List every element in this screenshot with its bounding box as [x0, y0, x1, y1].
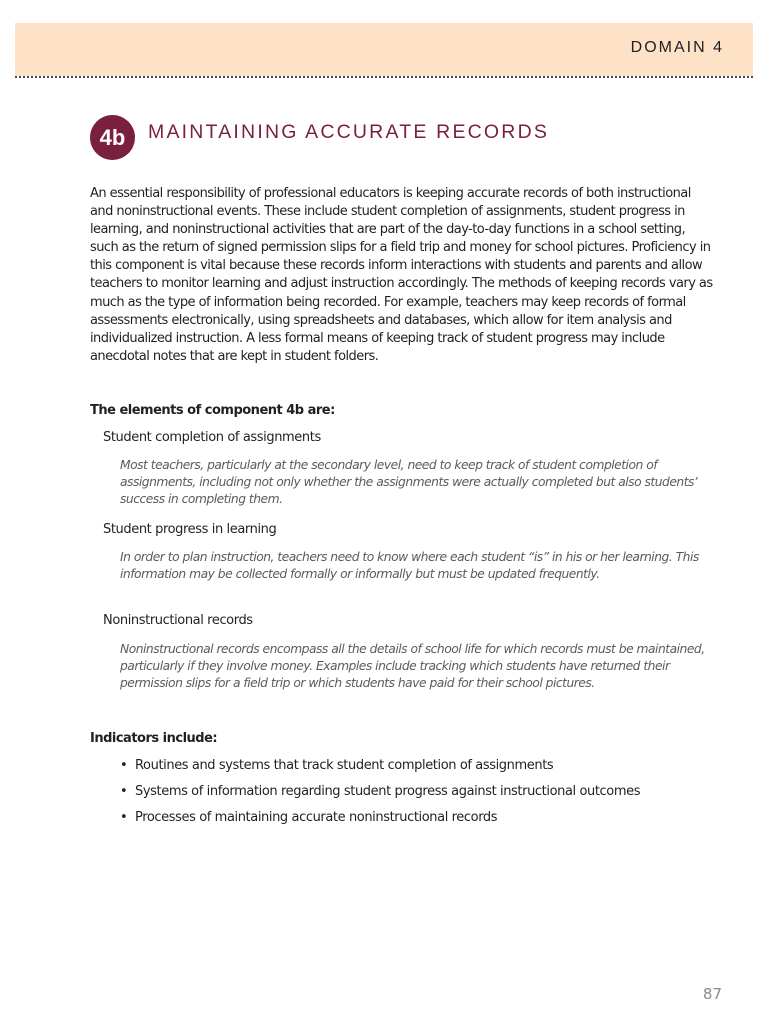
intro-paragraph: An essential responsibility of professional educators is keeping accurate records of both instructional and noninstructional events. These include student completion of assignments, student progress in learning, and noninstructional activities that are part of the day-to-day functions in a school setting, such as the return of signed permission slips for a field trip and money for school pictures. Proficiency in this component is vital because these records inform interactions with students and parents and allow teachers to monitor learning and adjust instruction accordingly. The methods of keeping records vary as much as the type of information being recorded. For example, teachers may keep records of formal assessments electronically, using spreadsheets and databases, which allow for item analysis and individualized instruction. A less formal means of keeping track of student progress may include anecdotal notes that are kept in student folders.: [90, 186, 713, 364]
header-dotted-rule: [15, 76, 753, 78]
elements-heading: The elements of component 4b are:: [90, 403, 335, 418]
indicator-text: Systems of information regarding student progress against instructional outcomes: [135, 784, 641, 799]
list-item: [118, 757, 718, 775]
indicator-text: Routines and systems that track student completion of assignments: [135, 758, 554, 773]
element-name-noninstructional: Noninstructional records: [103, 613, 253, 628]
page-number: 87: [702, 985, 722, 1003]
list-item: [118, 809, 718, 827]
domain-label: DOMAIN 4: [630, 39, 724, 56]
indicators-heading: Indicators include:: [90, 731, 218, 746]
element-description-assignments: Most teachers, particularly at the secondary level, need to keep track of student completion of assignments, including not only whether the assignments were actually completed but also students’ success in completing them.: [120, 458, 698, 506]
component-badge: 4b: [90, 115, 135, 160]
bullet-icon: •: [120, 810, 128, 825]
header-band: [15, 23, 753, 76]
element-description-noninstructional: Noninstructional records encompass all the details of school life for which records must be maintained, particularly if they involve money. Examples include tracking which students have returned their permission slips for a field trip or which students have paid for their school pictures.: [120, 642, 705, 690]
element-name-assignments: Student completion of assignments: [103, 430, 321, 445]
section-title: MAINTAINING ACCURATE RECORDS: [148, 121, 550, 143]
bullet-icon: •: [120, 784, 128, 799]
list-item: [118, 783, 718, 801]
element-description-progress: In order to plan instruction, teachers need to know where each student “is” in his or her learning. This information may be collected formally or informally but must be updated frequently.: [120, 550, 699, 581]
element-name-progress: Student progress in learning: [103, 522, 277, 537]
bullet-icon: •: [120, 758, 128, 773]
indicator-text: Processes of maintaining accurate noninstructional records: [135, 810, 498, 825]
indicators-list: [118, 757, 718, 835]
